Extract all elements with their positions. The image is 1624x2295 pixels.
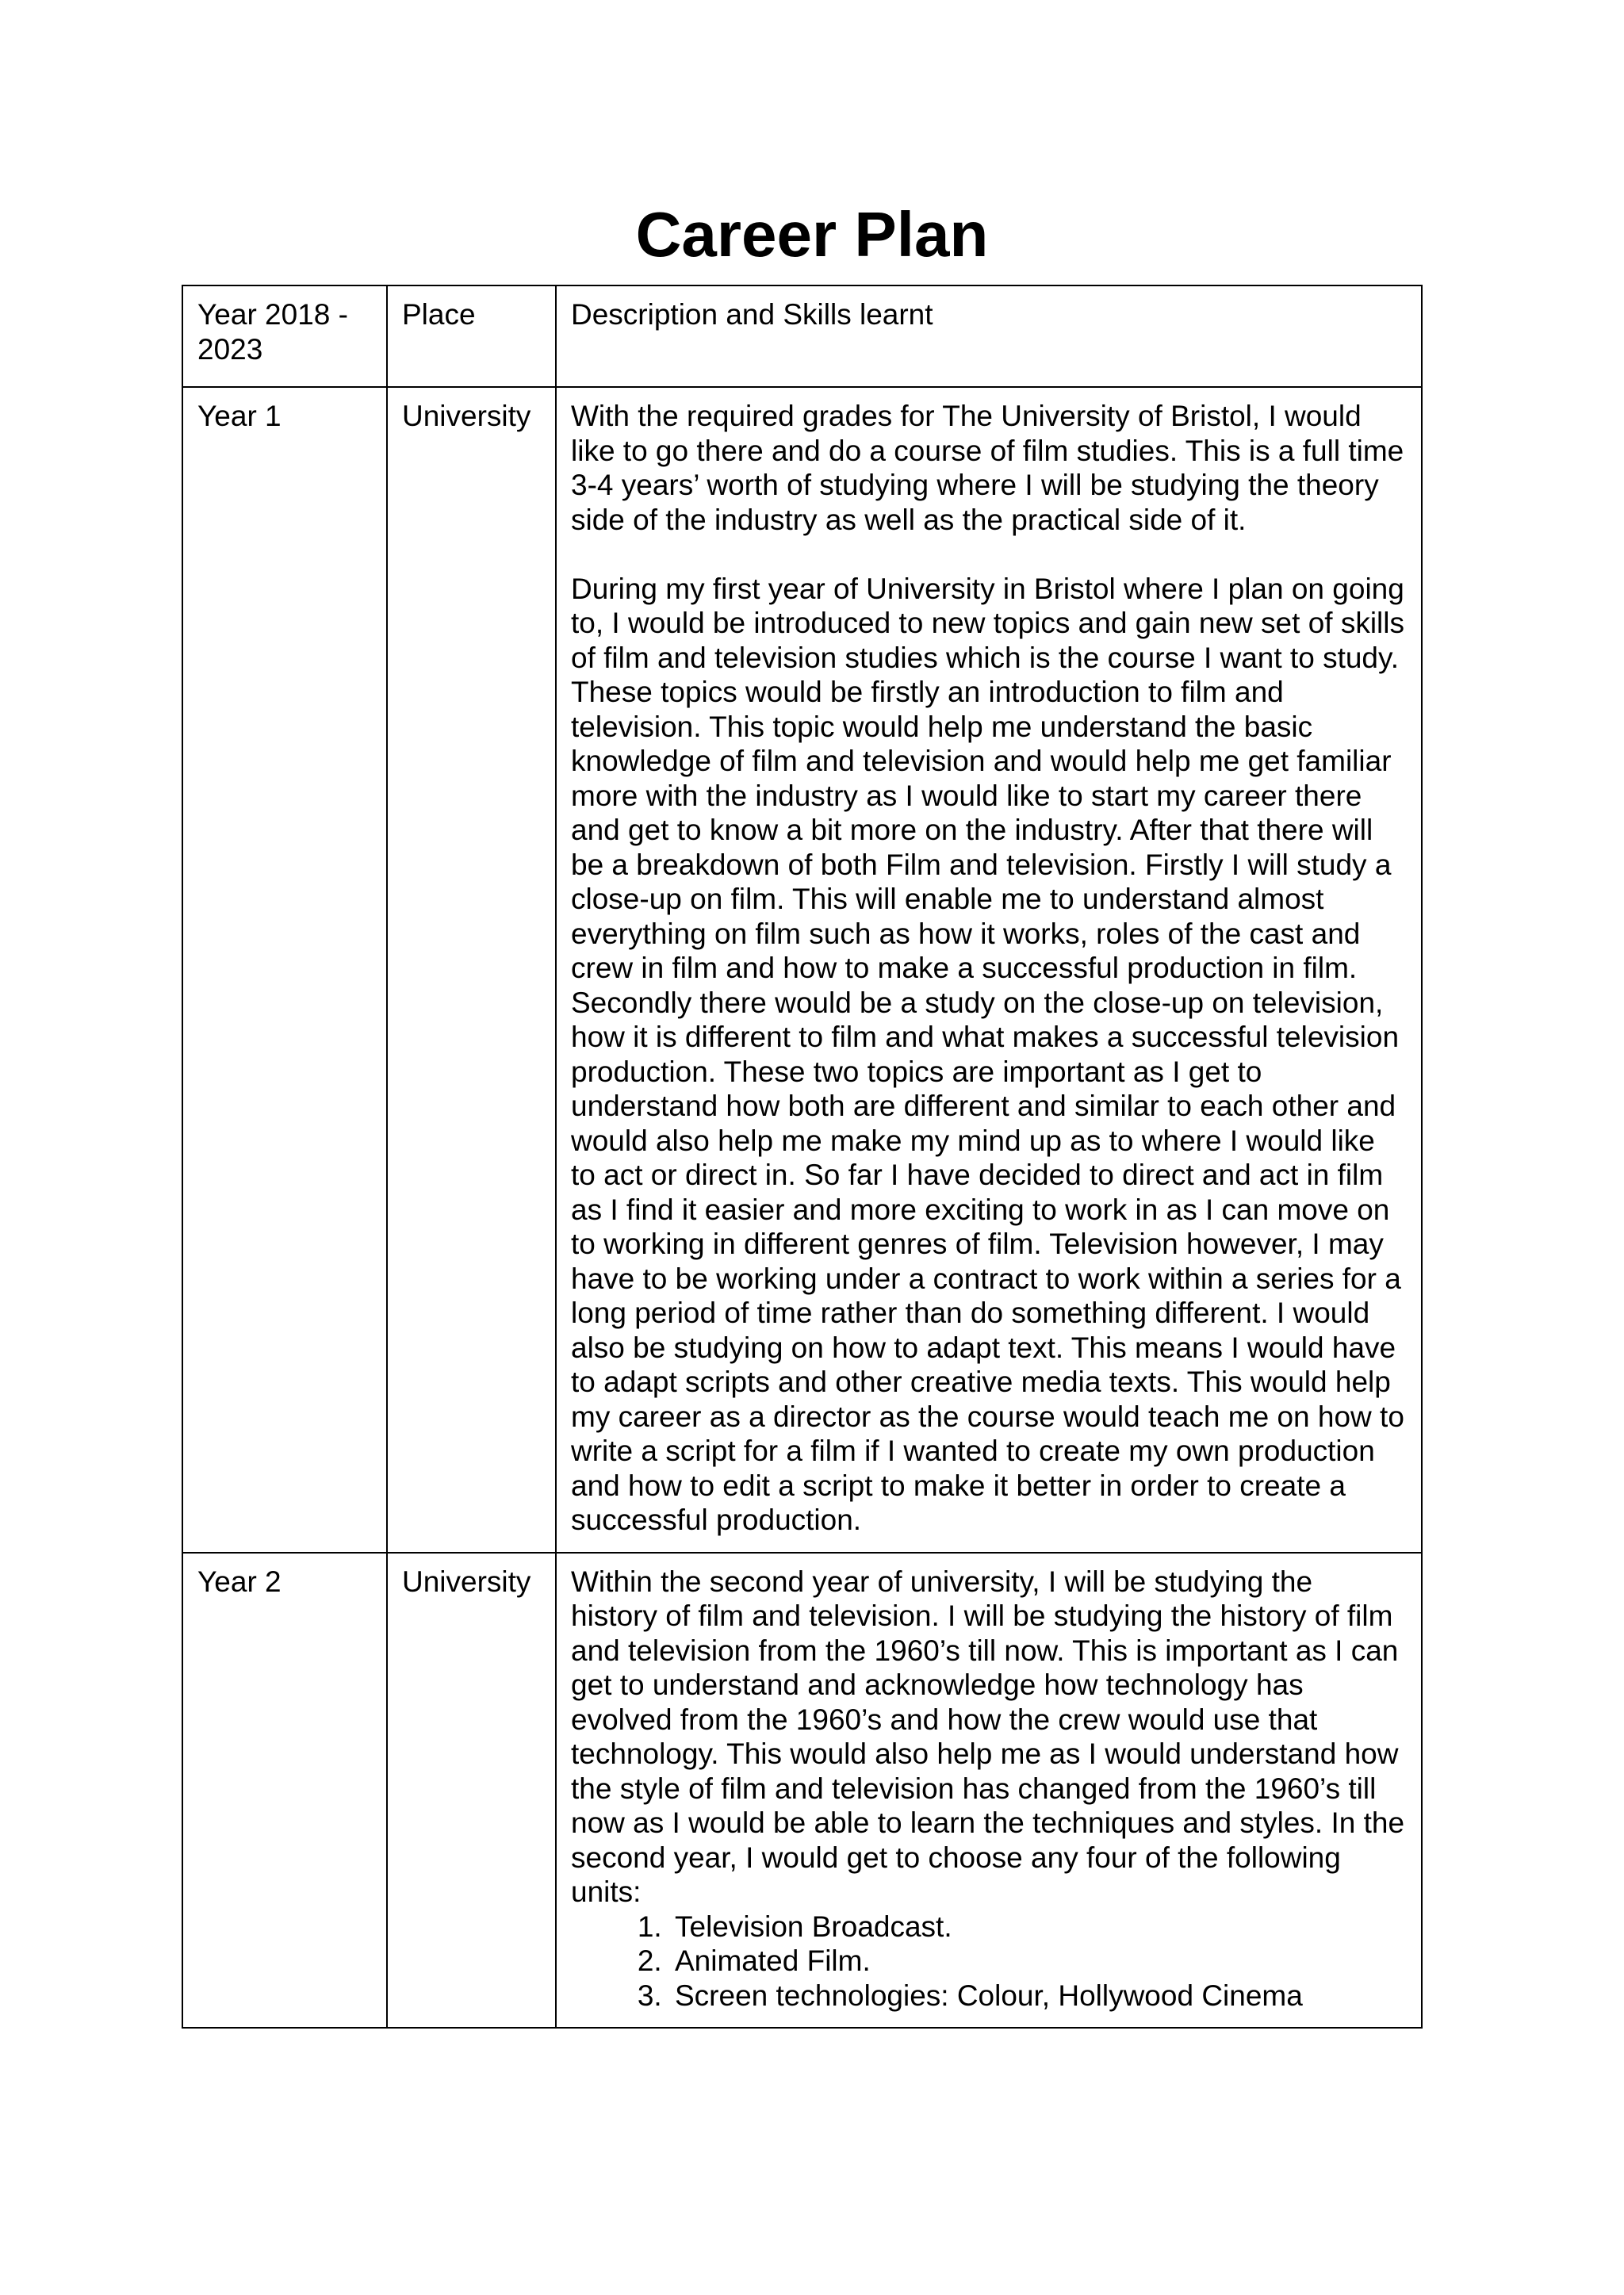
page-title: Career Plan [635,199,989,270]
units-list [571,1910,1407,2013]
table-header-row [182,285,1422,387]
header-place: Place [387,285,556,387]
description-paragraph: During my first year of University in Bristol where I plan on going to, I would be introduced to new topics and gain new set of skills of film and television studies which is the course I want to study. These topics would be firstly an introduction to film and television. This topic would help me understand the basic knowledge of film and television and would help me get familiar more with the industry as I would like to start my career there and get to know a bit more on the industry. After that there will be a breakdown of both Film and television. Firstly I will study a close-up on film. This will enable me to understand almost everything on film such as how it works, roles of the cast and crew in film and how to make a successful production in film. Secondly there would be a study on the close-up on television, how it is different to film and what makes a successful television production. These two topics are important as I get to understand how both are different and similar to each other and would also help me make my mind up as to where I would like to act or direct in. So far I have decided to direct and act in film as I find it easier and more exciting to work in as I can move on to working in different genres of film. Television however, I may have to be working under a contract to work within a series for a long period of time rather than do something different. I would also be studying on how to adapt text. This means I would have to adapt scripts and other creative media texts. This would help my career as a director as the course would teach me on how to write a script for a film if I wanted to create my own production and how to edit a script to make it better in order to create a successful production. [571,572,1404,1536]
description-cell [556,387,1422,1553]
place-cell: University [387,1553,556,2029]
year-cell: Year 2 [182,1553,387,2029]
description-paragraph: With the required grades for The University of Bristol, I would like to go there and do a course of film studies. This is a full time 3-4 years’ worth of studying where I will be studying the theory side of the industry as well as the practical side of it. [571,400,1404,536]
unit-list-item: 2. Animated Film. [670,1944,1407,1979]
table-row-year-1 [182,387,1422,1553]
description-paragraph: Within the second year of university, I will be studying the history of film and television. I will be studying the history of film and television from the 1960’s till now. This is important as I can get to understand and acknowledge how technology has evolved from the 1960’s and how the crew would use that technology. This would also help me as I would understand how the style of film and television has changed from the 1960’s till now as I would be able to learn the techniques and styles. In the second year, I would get to choose any four of the following units: [571,1565,1405,1908]
table-row-year-2 [182,1553,1422,2029]
header-description: Description and Skills learnt [556,285,1422,387]
unit-list-item: 1. Television Broadcast. [670,1910,1407,1944]
year-cell: Year 1 [182,387,387,1553]
place-cell: University [387,387,556,1553]
career-plan-table [182,285,1423,2029]
header-year: Year 2018 - 2023 [182,285,387,387]
unit-list-item: 3. Screen technologies: Colour, Hollywood Cinema [670,1979,1407,2013]
description-cell [556,1553,1422,2029]
